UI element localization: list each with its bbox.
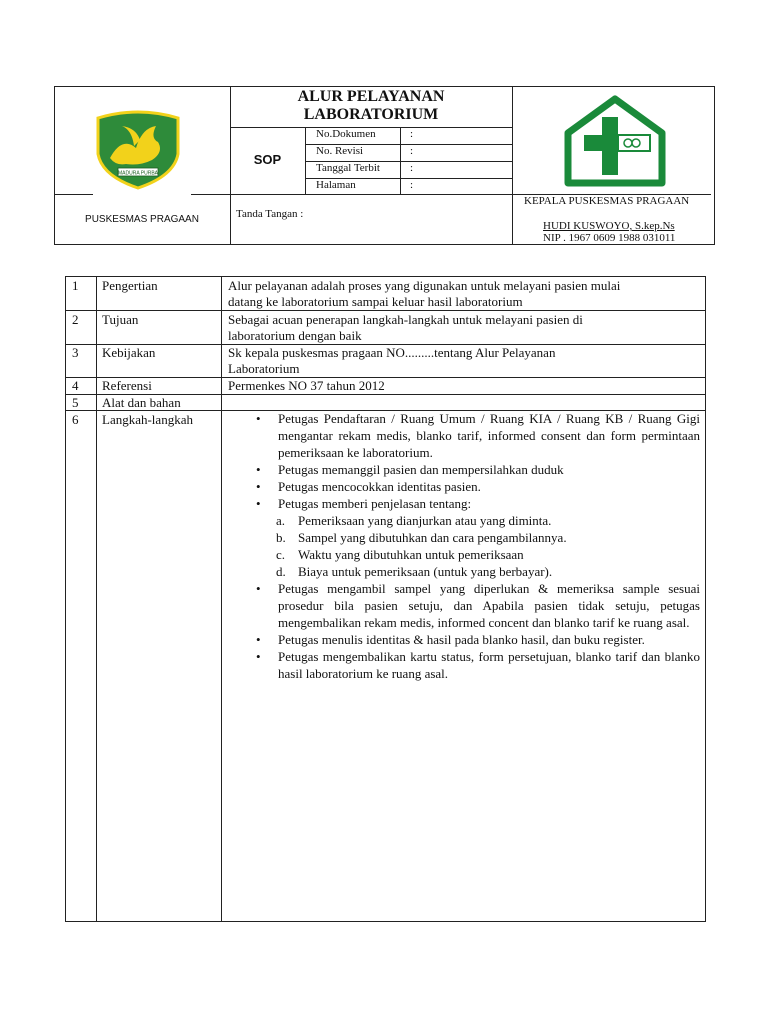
step-item — [228, 648, 700, 682]
sub-item — [228, 563, 700, 580]
step-text: Petugas mencocokkan identitas pasien. — [278, 479, 481, 494]
bullet-icon: • — [256, 479, 261, 494]
step-item — [228, 580, 700, 631]
org-name: PUSKESMAS PRAGAAN — [85, 214, 199, 225]
bullet-icon: • — [256, 496, 261, 511]
signature-label: Tanda Tangan : — [236, 208, 304, 220]
step-item — [228, 478, 700, 495]
row-text-pengertian-1: Alur pelayanan adalah proses yang digunakan untuk melayani pasien mulai — [228, 278, 621, 293]
sub-item — [228, 546, 700, 563]
sub-text: Biaya untuk pemeriksaan (untuk yang berbayar). — [298, 564, 553, 579]
head-title: KEPALA PUSKESMAS PRAGAAN — [524, 195, 690, 207]
step-text: Petugas memberi penjelasan tentang: — [278, 496, 472, 511]
sub-text: Pemeriksaan yang dianjurkan atau yang diminta. — [298, 513, 552, 528]
row-label-tujuan: Tujuan — [102, 312, 139, 327]
field-value-tanggal-terbit: : — [410, 162, 414, 174]
row-number: 5 — [72, 395, 79, 410]
puskesmas-crest-logo — [92, 108, 184, 190]
row-text-tujuan-2: laboratorium dengan baik — [228, 328, 362, 343]
doc-title-line1: ALUR PELAYANAN — [297, 88, 445, 105]
row-text-tujuan-1: Sebagai acuan penerapan langkah-langkah untuk melayani pasien di — [228, 312, 583, 327]
row-number: 2 — [72, 312, 79, 327]
row-number: 3 — [72, 345, 79, 360]
field-label-tanggal-terbit: Tanggal Terbit — [316, 162, 380, 174]
bullet-icon: • — [256, 411, 261, 426]
row-label-langkah: Langkah-langkah — [102, 412, 193, 427]
procedure-steps-list — [228, 410, 700, 682]
row-text-kebijakan-2: Laboratorium — [228, 361, 300, 376]
row-label-referensi: Referensi — [102, 378, 152, 393]
row-text-kebijakan-1: Sk kepala puskesmas pragaan NO.........tentang Alur Pelayanan — [228, 345, 556, 360]
row-label-kebijakan: Kebijakan — [102, 345, 156, 360]
crest-motto: MADURA PURBA — [117, 170, 159, 177]
head-nip: NIP . 1967 0609 1988 031011 — [543, 232, 676, 244]
row-number: 6 — [72, 412, 79, 427]
bullet-icon: • — [256, 462, 261, 477]
bullet-icon: • — [256, 632, 261, 647]
row-label-pengertian: Pengertian — [102, 278, 158, 293]
row-number: 4 — [72, 378, 79, 393]
field-label-halaman: Halaman — [316, 179, 356, 191]
step-text: Petugas mengembalikan kartu status, form persetujuan, blanko tarif dan blanko hasil laboratorium ke ruang asal. — [278, 649, 700, 681]
step-text: Petugas menulis identitas & hasil pada blanko hasil, dan buku register. — [278, 632, 645, 647]
row-number: 1 — [72, 278, 79, 293]
row-text-referensi: Permenkes NO 37 tahun 2012 — [228, 378, 385, 393]
step-item — [228, 461, 700, 478]
step-text: Petugas mengambil sampel yang diperlukan & memeriksa sample sesuai prosedur bila pasien setuju, dan Apabila pasien tidak setuju, petugas mengembalikan rekam medis, informed concent dan blanko tarif ke ruang asal. — [278, 581, 700, 630]
sub-letter: d. — [276, 564, 286, 579]
puskesmas-cross-logo — [562, 95, 668, 187]
sop-label: SOP — [253, 152, 282, 167]
head-name: HUDI KUSWOYO, S.kep.Ns — [543, 220, 675, 232]
field-value-halaman: : — [410, 179, 414, 191]
step-item — [228, 631, 700, 648]
field-value-no-dokumen: : — [410, 128, 414, 140]
sub-letter: b. — [276, 530, 286, 545]
step-item — [228, 495, 700, 512]
sub-letter: c. — [276, 547, 286, 562]
field-value-no-revisi: : — [410, 145, 414, 157]
sub-item — [228, 529, 700, 546]
step-item — [228, 410, 700, 461]
row-label-alat-bahan: Alat dan bahan — [102, 395, 181, 410]
sub-text: Waktu yang dibutuhkan untuk pemeriksaan — [298, 547, 524, 562]
field-label-no-revisi: No. Revisi — [316, 145, 364, 157]
step-text: Petugas memanggil pasien dan mempersilahkan duduk — [278, 462, 564, 477]
bullet-icon: • — [256, 581, 261, 596]
step-text: Petugas Pendaftaran / Ruang Umum / Ruang KIA / Ruang KB / Ruang Gigi mengantar rekam medis, blanko tarif, informed consent dan form permintaan pemeriksaan ke laboratorium. — [278, 411, 700, 460]
doc-title-line2: LABORATORIUM — [303, 106, 439, 123]
bullet-icon: • — [256, 649, 261, 664]
field-label-no-dokumen: No.Dokumen — [316, 128, 376, 140]
sub-text: Sampel yang dibutuhkan dan cara pengambilannya. — [298, 530, 567, 545]
sub-letter: a. — [276, 513, 286, 528]
sub-item — [228, 512, 700, 529]
row-text-pengertian-2: datang ke laboratorium sampai keluar hasil laboratorium — [228, 294, 523, 309]
